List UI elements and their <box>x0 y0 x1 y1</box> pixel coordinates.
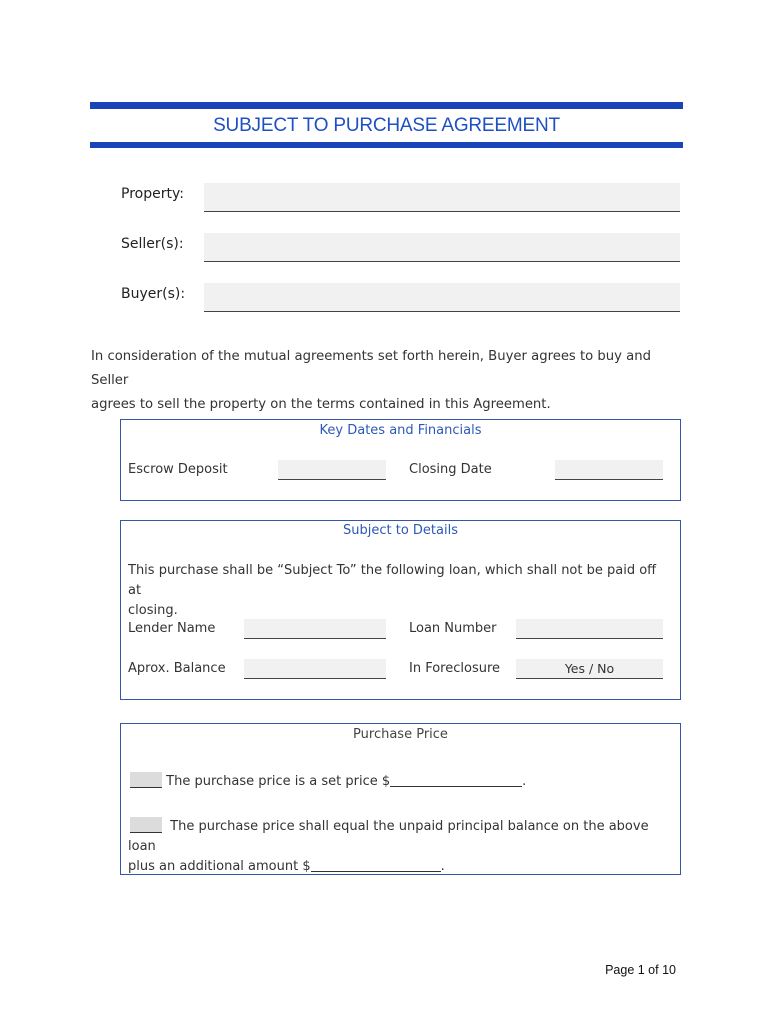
subject-to-line-1: This purchase shall be “Subject To” the following loan, which shall not be paid off at <box>128 563 657 598</box>
option-2-checkbox-blank[interactable] <box>130 817 162 833</box>
buyers-field[interactable] <box>204 283 680 312</box>
header-bar-top <box>90 102 683 109</box>
price-option-2 <box>128 817 678 877</box>
header-bar-bottom <box>90 142 683 148</box>
document-title: SUBJECT TO PURCHASE AGREEMENT <box>213 115 560 136</box>
loan-number-label: Loan Number <box>409 621 497 636</box>
intro-line-1: In consideration of the mutual agreements set forth herein, Buyer agrees to buy and Seller <box>91 349 651 388</box>
approx-balance-field[interactable] <box>244 659 386 679</box>
sellers-label: Seller(s): <box>121 236 184 252</box>
approx-balance-label: Aprox. Balance <box>128 661 226 676</box>
purchase-price-title: Purchase Price <box>353 727 448 742</box>
option-2-line-2: plus an additional amount $ <box>128 859 311 874</box>
subject-to-text <box>128 561 673 621</box>
in-foreclosure-field[interactable] <box>516 659 663 679</box>
option-1-text: The purchase price is a set price $ <box>166 774 391 789</box>
in-foreclosure-label: In Foreclosure <box>409 661 501 676</box>
intro-line-2: agrees to sell the property on the terms contained in this Agreement. <box>91 397 551 412</box>
lender-name-label: Lender Name <box>128 621 216 636</box>
property-field[interactable] <box>204 183 680 212</box>
set-price-blank[interactable] <box>390 772 522 787</box>
loan-number-field[interactable] <box>516 619 663 639</box>
sellers-field[interactable] <box>204 233 680 262</box>
option-2-end: . <box>440 859 445 874</box>
buyers-label: Buyer(s): <box>121 286 186 302</box>
additional-amount-blank[interactable] <box>311 857 441 872</box>
option-1-end: . <box>522 774 527 789</box>
escrow-deposit-label: Escrow Deposit <box>128 462 228 477</box>
escrow-deposit-field[interactable] <box>278 460 386 480</box>
purchase-price-box <box>120 723 681 875</box>
option-1-checkbox-blank[interactable] <box>130 772 162 788</box>
key-dates-box <box>120 419 681 501</box>
closing-date-label: Closing Date <box>409 462 492 477</box>
option-2-line-1: The purchase price shall equal the unpaid principal balance on the above loan <box>128 819 649 854</box>
subject-to-line-2: closing. <box>128 603 178 618</box>
intro-paragraph <box>91 345 691 417</box>
subject-to-title: Subject to Details <box>343 523 458 538</box>
subject-to-box <box>120 520 681 700</box>
closing-date-field[interactable] <box>555 460 663 480</box>
page-number: Page 1 of 10 <box>605 963 676 977</box>
key-dates-title: Key Dates and Financials <box>319 423 482 438</box>
lender-name-field[interactable] <box>244 619 386 639</box>
property-label: Property: <box>121 186 184 202</box>
price-option-1 <box>130 772 675 792</box>
